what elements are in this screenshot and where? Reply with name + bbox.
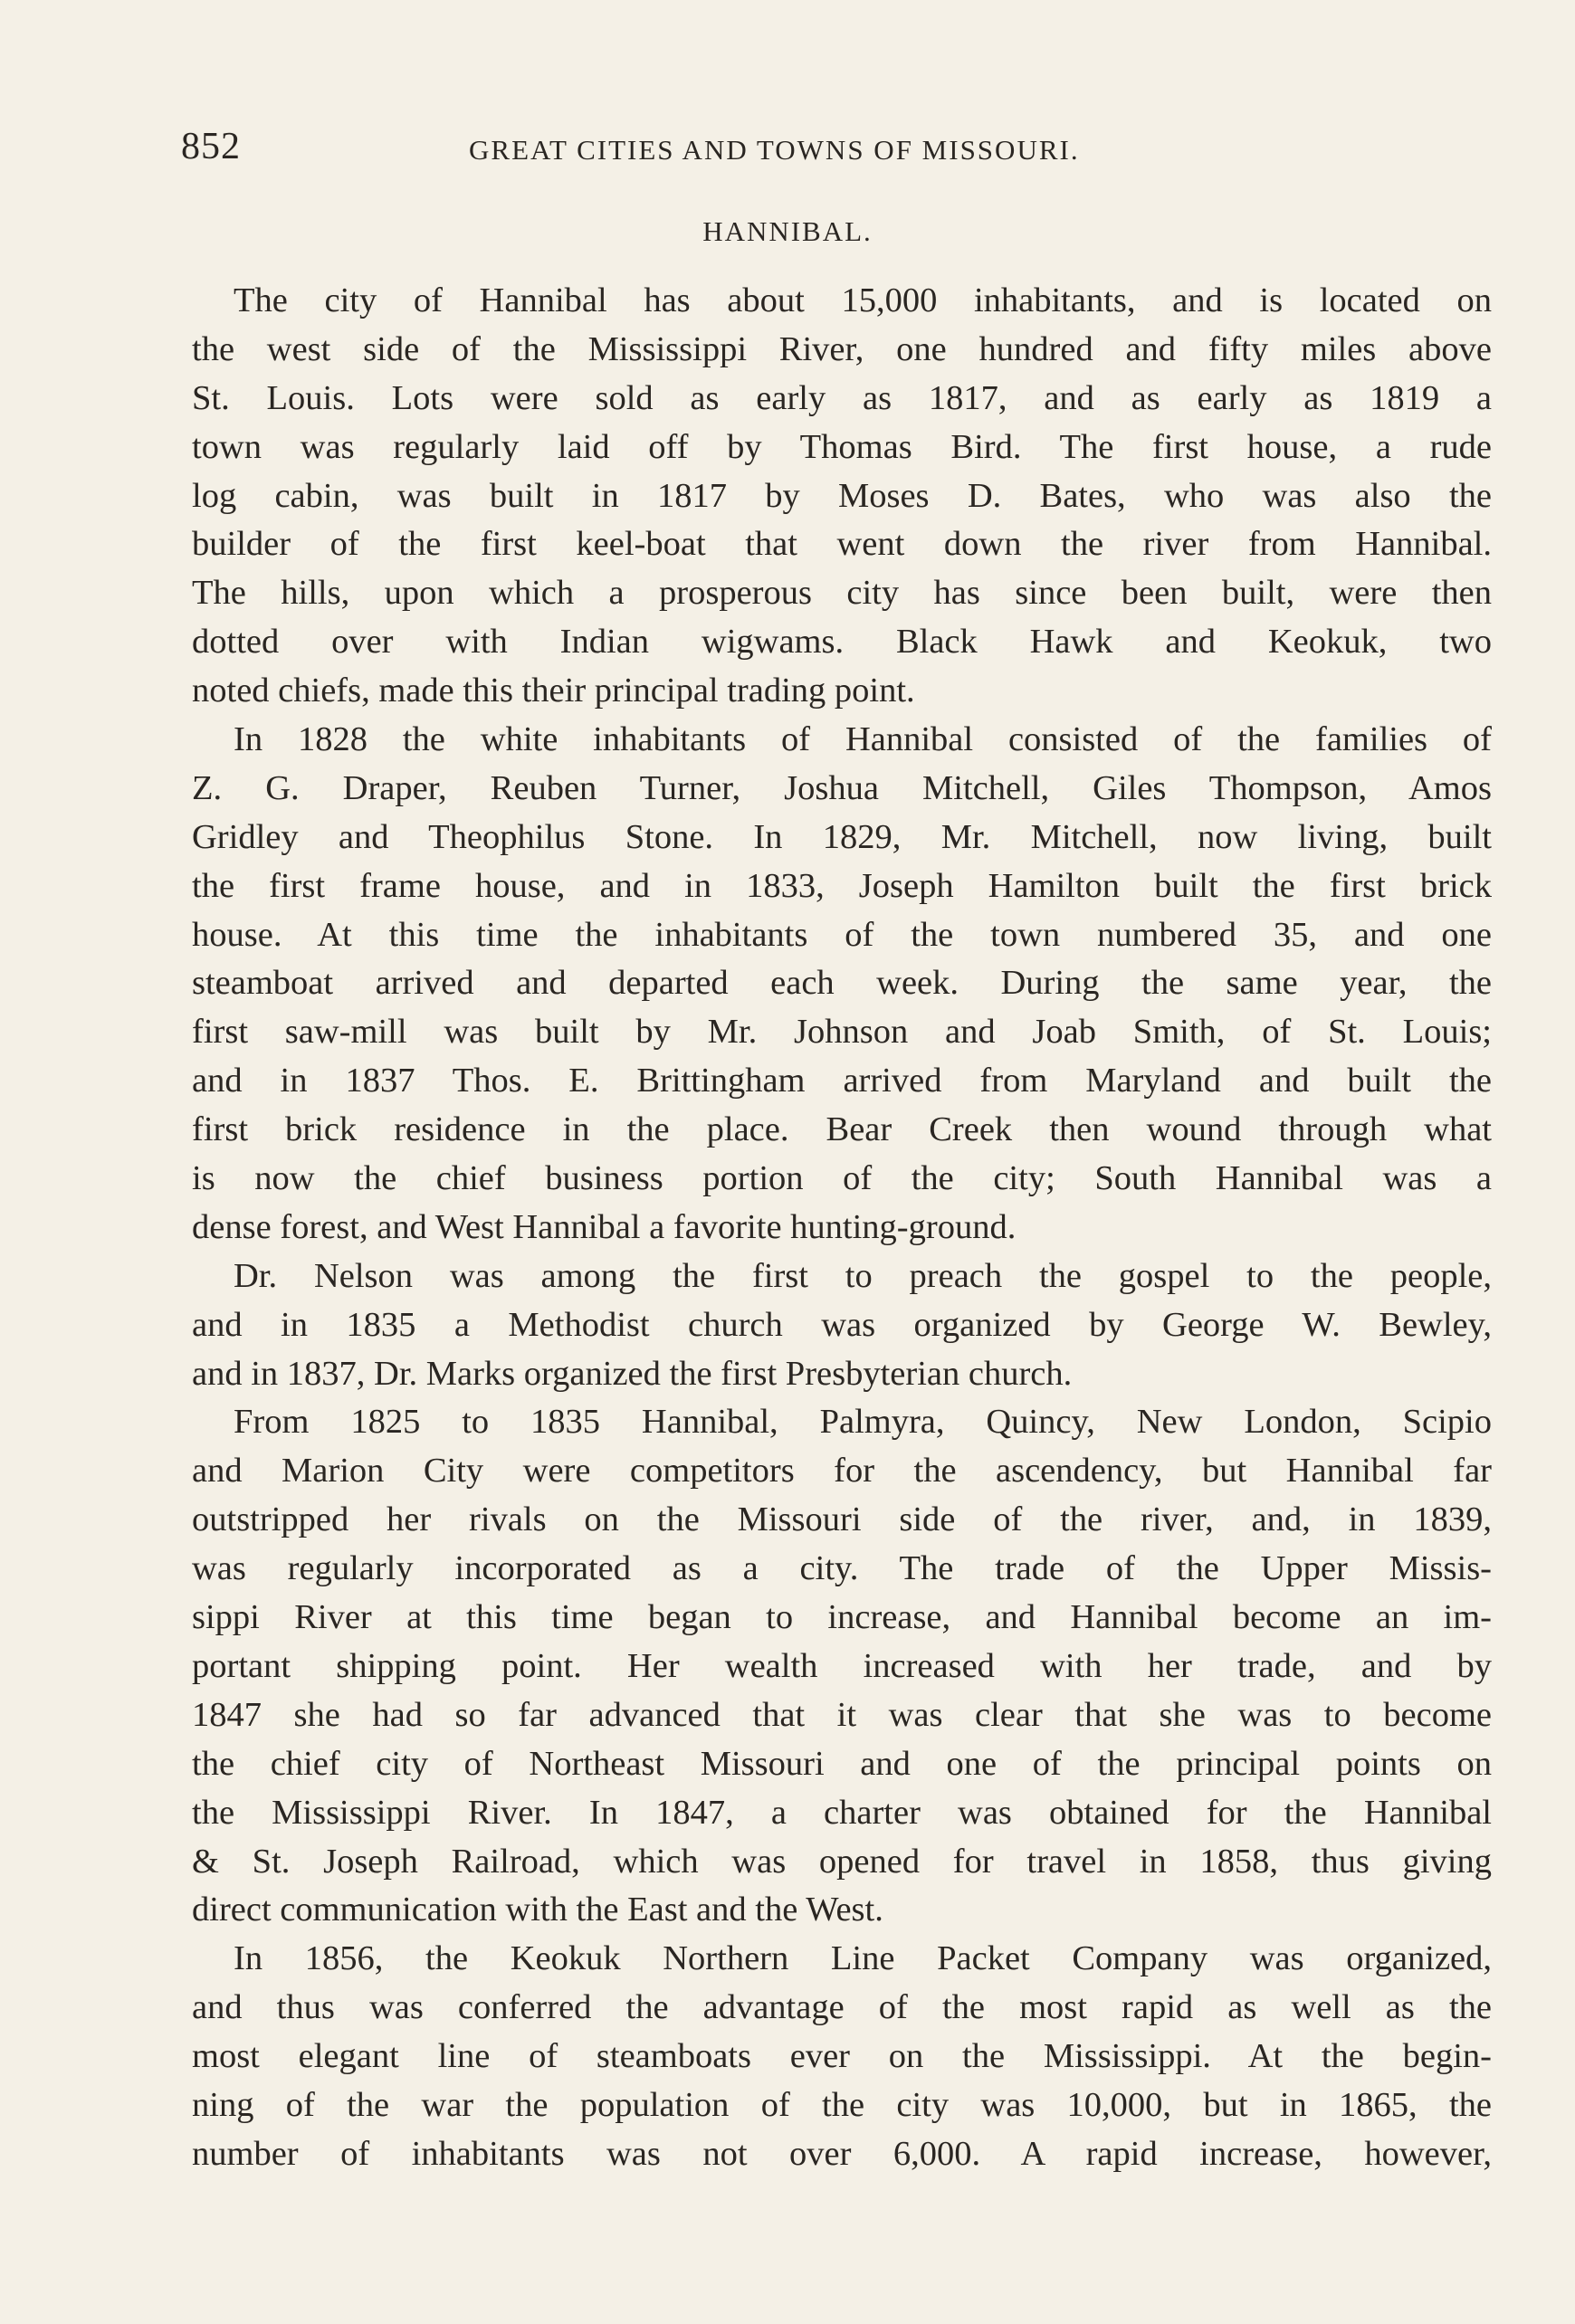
text-line: the Mississippi River. In 1847, a charter was obtained for the Hannibal	[192, 1793, 1492, 1832]
text-line: ning of the war the population of the city was 10,000, but in 1865, the	[192, 2085, 1492, 2124]
text-line: steamboat arrived and departed each week. During the same year, the	[192, 964, 1492, 1003]
text-line: first saw-mill was built by Mr. Johnson and Joab Smith, of St. Louis;	[192, 1013, 1492, 1052]
text-line: Dr. Nelson was among the first to preach the gospel to the people,	[234, 1256, 1492, 1295]
text-line: Z. G. Draper, Reuben Turner, Joshua Mitchell, Giles Thompson, Amos	[192, 768, 1492, 807]
text-line: is now the chief business portion of the city; South Hannibal was a	[192, 1159, 1492, 1198]
text-line: sippi River at this time began to increase, and Hannibal become an im-	[192, 1598, 1492, 1637]
text-line: portant shipping point. Her wealth increased with her trade, and by	[192, 1646, 1492, 1685]
text-line: builder of the first keel-boat that went down the river from Hannibal.	[192, 525, 1492, 564]
text-line: most elegant line of steamboats ever on the Mississippi. At the begin-	[192, 2037, 1492, 2076]
page-number: 852	[181, 126, 241, 167]
text-line: house. At this time the inhabitants of the town numbered 35, and one	[192, 915, 1492, 954]
text-line: number of inhabitants was not over 6,000. A rapid increase, however,	[192, 2134, 1492, 2173]
text-line: dotted over with Indian wigwams. Black Hawk and Keokuk, two	[192, 623, 1492, 662]
text-line: and in 1837 Thos. E. Brittingham arrived from Maryland and built the	[192, 1062, 1492, 1100]
text-line: and thus was conferred the advantage of the most rapid as well as the	[192, 1988, 1492, 2027]
text-line: & St. Joseph Railroad, which was opened for travel in 1858, thus giving	[192, 1842, 1492, 1881]
text-line: direct communication with the East and the West.	[192, 1891, 883, 1929]
text-line: the first frame house, and in 1833, Joseph Hamilton built the first brick	[192, 866, 1492, 905]
text-line: 1847 she had so far advanced that it was clear that she was to become	[192, 1695, 1492, 1734]
section-title: HANNIBAL.	[702, 215, 873, 247]
text-line: outstripped her rivals on the Missouri side of the river, and, in 1839,	[192, 1500, 1492, 1539]
text-line: was regularly incorporated as a city. The trade of the Upper Missis-	[192, 1549, 1492, 1588]
text-line: From 1825 to 1835 Hannibal, Palmyra, Quincy, New London, Scipio	[234, 1403, 1492, 1442]
text-line: and Marion City were competitors for the ascendency, but Hannibal far	[192, 1452, 1492, 1491]
text-line: the west side of the Mississippi River, one hundred and fifty miles above	[192, 329, 1492, 368]
body-text	[192, 277, 1492, 2179]
text-line: In 1828 the white inhabitants of Hannibal consisted of the families of	[234, 720, 1492, 759]
text-line: The city of Hannibal has about 15,000 inhabitants, and is located on	[234, 281, 1492, 319]
text-line: log cabin, was built in 1817 by Moses D. Bates, who was also the	[192, 476, 1492, 515]
text-line: St. Louis. Lots were sold as early as 1817, and as early as 1819 a	[192, 378, 1492, 417]
text-line: and in 1835 a Methodist church was organized by George W. Bewley,	[192, 1305, 1492, 1344]
text-line: noted chiefs, made this their principal trading point.	[192, 671, 915, 710]
text-line: Gridley and Theophilus Stone. In 1829, Mr. Mitchell, now living, built	[192, 817, 1492, 856]
running-head: GREAT CITIES AND TOWNS OF MISSOURI.	[469, 134, 1080, 166]
text-line: In 1856, the Keokuk Northern Line Packet Company was organized,	[234, 1939, 1492, 1978]
text-line: The hills, upon which a prosperous city has since been built, were then	[192, 574, 1492, 613]
text-line: first brick residence in the place. Bear Creek then wound through what	[192, 1110, 1492, 1149]
text-line: town was regularly laid off by Thomas Bird. The first house, a rude	[192, 427, 1492, 466]
text-line: and in 1837, Dr. Marks organized the first Presbyterian church.	[192, 1354, 1073, 1393]
text-line: the chief city of Northeast Missouri and one of the principal points on	[192, 1744, 1492, 1783]
text-line: dense forest, and West Hannibal a favorite hunting-ground.	[192, 1207, 1017, 1246]
